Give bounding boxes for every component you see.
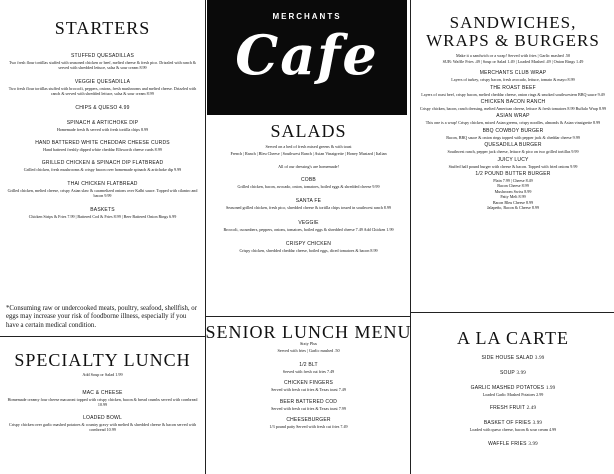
- item-description: Broccoli, cucumbers, peppers, onions, tomatoes, boiled eggs & shredded cheese 7.49 Add Chicken 1.99: [223, 226, 394, 232]
- food-safety-note: *Consuming raw or undercooked meats, poultry, seafood, shellfish, or eggs may increase your risk of foodborne illness, especially if you have a certain medical condition.: [6, 305, 197, 329]
- list-item: [211, 417, 406, 429]
- item-name: THAI CHICKEN FLATBREAD: [67, 180, 138, 187]
- dressings-note: All of our dressing's are homemade!: [278, 164, 339, 169]
- item-name: SIDE HOUSE SALAD: [481, 355, 534, 361]
- item-description: Loaded Garlic Mashed Potatoes 2.99: [482, 392, 544, 397]
- section-divider-salads: [205, 316, 410, 317]
- sandwiches-list: [412, 70, 614, 169]
- list-item: [418, 385, 608, 397]
- list-item: [6, 53, 199, 71]
- senior-subtitle: Sixty Plus: [299, 341, 318, 346]
- burger-option: Plain 7.99 | Cheese 8.49: [493, 178, 533, 184]
- item-description: Grilled chicken, bacon, avocado, onion, tomatoes, boiled eggs & shredded cheese 9.99: [237, 184, 380, 189]
- item-name: GRILLED CHICKEN & SPINACH DIP FLATBREAD: [41, 160, 164, 167]
- item-description: Stuffed half pound burger with cheese & bacon. Topped with fried onions 9.99: [448, 163, 578, 169]
- item-name: LOADED BOWL: [83, 414, 122, 421]
- list-item: [211, 380, 406, 392]
- list-item: [418, 355, 608, 362]
- item-name: CRISPY CHICKEN: [285, 241, 332, 248]
- item-name: WAFFLE FRIES: [488, 440, 527, 447]
- item-price: 3.99: [528, 441, 538, 447]
- item-description: Bacon, BBQ sauce & onion rings topped with pepper jack & cheddar cheese 9.99: [446, 134, 580, 140]
- specialty-subtitle: Add Soup or Salad 1.99: [82, 372, 123, 377]
- carte-title: A LA CARTE: [457, 328, 569, 348]
- list-item: [418, 70, 608, 82]
- section-divider-sandwiches: [410, 312, 614, 313]
- item-name: STUFFED QUESADILLAS: [71, 53, 134, 59]
- item-name: ASIAN WRAP: [496, 113, 530, 120]
- item-name: SOUP: [499, 370, 515, 376]
- burger-option: Jalapeño, Bacon & Cheese 8.99: [486, 205, 540, 211]
- item-name: VEGGIE: [298, 219, 319, 226]
- item-name: FRESH FRUIT: [489, 405, 525, 412]
- logo-cafe-text: Cafe: [235, 23, 379, 87]
- senior-sides: Served with fries | Garlic mashed .50: [277, 348, 340, 353]
- list-item: [6, 207, 199, 219]
- item-price: 3.99: [516, 371, 527, 376]
- item-price: 3.99: [532, 421, 543, 427]
- specialty-list: [0, 390, 205, 440]
- item-price: 2.49: [526, 406, 537, 412]
- item-name: SPINACH & ARTICHOKE DIP: [66, 119, 139, 126]
- list-item: [211, 399, 406, 411]
- item-description: Seasoned grilled chicken, fresh pico, shredded cheese & tortilla chips tossed in southwest ranch 8.99: [226, 205, 391, 211]
- item-description: Served with fresh cut fries 7.49: [282, 369, 335, 374]
- item-name: BBQ COWBOY BURGER: [482, 127, 544, 134]
- list-item: [418, 405, 608, 412]
- dressings-list: French | Ranch | Bleu Cheese | Southwest Ranch | Asian Vinaigrette | Honey Mustard | Italian: [230, 151, 387, 156]
- list-item: [418, 99, 608, 111]
- item-name: CHICKEN BACON RANCH: [480, 99, 546, 105]
- list-item: [6, 415, 199, 433]
- item-description: Two fresh flour tortillas stuffed with seasoned chicken or beef, melted cheese & fresh pico. Drizzled with ranch & served with shredded lettuce, salsa & sour cream 8.99: [9, 60, 196, 71]
- senior-list: [205, 362, 412, 436]
- item-name: QUESADILLA BURGER: [484, 142, 542, 149]
- burger-option: Bacon Cheese 8.99: [497, 183, 529, 189]
- salads-title: SALADS: [270, 121, 347, 141]
- list-item: [6, 390, 199, 408]
- item-name-line: [418, 441, 608, 448]
- sandwiches-section: [412, 0, 614, 447]
- item-name-line: [418, 385, 608, 392]
- item-description: Served with fresh cut fries & Texas toast 7.99: [271, 405, 346, 411]
- item-description: Homemade creamy four cheese macaroni topped with crispy chicken, bacon & bread crumbs served with cornbread 10.99: [7, 397, 198, 408]
- list-item: [6, 140, 199, 152]
- item-description: Layers of turkey, crispy bacon, fresh avocado, lettuce, tomato & mayo 8.99: [451, 77, 575, 83]
- item-description: Crispy chicken, bacon, ranch dressing, melted American cheese, lettuce & fresh tomatoes 8.99 Buffalo Wrap 8.99: [419, 106, 607, 111]
- cafe-logo: [207, 0, 407, 115]
- list-item: [418, 157, 608, 169]
- list-item: [418, 128, 608, 140]
- list-item: [6, 160, 199, 172]
- item-name-line: [418, 355, 608, 362]
- item-name: SANTA FE: [295, 198, 322, 205]
- list-item: [418, 441, 608, 448]
- list-item: [418, 85, 608, 97]
- item-description: Crispy chicken over garlic mashed potatoes & country gravy with melted & shredded cheese & bacon served with cornbread 10.99: [8, 421, 196, 433]
- item-name: COBB: [301, 177, 316, 183]
- list-item: [211, 177, 406, 189]
- item-name: CHEESEBURGER: [286, 417, 331, 424]
- carte-list: [412, 355, 614, 456]
- item-description: This one is a wrap! Crispy chicken, mixed Asian greens, crispy noodles, almonds & Asian vinaigrette 8.99: [425, 120, 601, 126]
- list-item: [6, 120, 199, 132]
- list-item: [418, 171, 608, 210]
- sandwiches-substitutions: SUB: Waffle Fries .49 | Soup or Salad 1.49 | Loaded Mashed .49 | Onion Rings 1.49: [442, 58, 584, 64]
- item-description: Loaded with queso cheese, bacon & sour cream 4.99: [469, 427, 557, 433]
- item-name: GARLIC MASHED POTATOES: [470, 385, 545, 391]
- item-price: 3.99: [534, 356, 545, 361]
- list-item: [418, 142, 608, 154]
- item-name: BASKETS: [90, 206, 115, 213]
- item-name-line: [418, 420, 608, 427]
- burger-option: Bacon Bleu Cheese 8.99: [492, 199, 534, 205]
- list-item: [6, 181, 199, 199]
- sandwiches-subtitle: Make it a sandwich or a wrap! Served with fries | Garlic mashed .50: [455, 53, 571, 58]
- list-item: [418, 370, 608, 377]
- logo-merchants-text: MERCHANTS: [272, 12, 342, 21]
- section-divider-starters: [0, 336, 205, 337]
- item-name-line: [418, 405, 608, 412]
- item-description: Crispy chicken, shredded cheddar cheese, boiled eggs, diced tomatoes & bacon 8.99: [239, 248, 378, 254]
- half-pound-burger-options: [418, 178, 608, 210]
- half-pound-burger-name: 1/2 POUND BUTTER BURGER: [475, 171, 551, 178]
- item-name-line: [418, 370, 608, 377]
- item-description: Two fresh flour tortillas stuffed with broccoli, peppers, onions, fresh mushrooms and melted cheese. Drizzled with ranch & served with shredded lettuce, salsa & sour cream 8.99: [8, 85, 197, 97]
- item-name: THE ROAST BEEF: [490, 84, 536, 91]
- salads-list: [205, 177, 412, 263]
- list-item: [418, 113, 608, 125]
- starters-section: [0, 0, 205, 433]
- item-name: HAND BATTERED WHITE CHEDDAR CHEESE CURDS: [35, 140, 170, 147]
- item-description: Hand battered freshly dipped white cheddar Ellsworth cheese curds 8.99: [43, 147, 162, 153]
- item-description: 1/3 pound patty Served with fresh cut fries 7.49: [269, 424, 348, 430]
- list-item: [211, 220, 406, 232]
- list-item: [211, 241, 406, 253]
- sandwiches-title-line2: WRAPS & BURGERS: [426, 31, 600, 50]
- item-description: Chicken Strips & Fries 7.99 | Battered Cod & Fries 8.99 | Beer Battered Onion Rings 6.99: [28, 213, 177, 219]
- item-name: MERCHANTS CLUB WRAP: [479, 70, 547, 77]
- list-item: [6, 105, 199, 112]
- senior-title: SENIOR LUNCH MENU: [205, 322, 412, 342]
- item-name: BEER BATTERED COD: [279, 398, 338, 405]
- item-name: VEGGIE QUESADILLA: [74, 78, 131, 85]
- item-description: Southwest ranch, pepper jack cheese, lettuce & pico on two grilled tortillas 9.99: [447, 149, 579, 155]
- salads-subtitle: Served on a bed of fresh mixed greens & with toast: [265, 144, 352, 149]
- list-item: [418, 420, 608, 432]
- specialty-title: SPECIALTY LUNCH: [14, 350, 191, 370]
- item-name: MAC & CHEESE: [82, 390, 123, 396]
- item-description: Grilled chicken, melted cheese, crispy Asian slaw & caramelized onions over Kalbi sauce. Topped with cilantro and bacon 9.99: [7, 187, 198, 199]
- item-name: CHIPS & QUESO 4.99: [75, 104, 130, 111]
- burger-option: Patty Melt 8.99: [500, 194, 526, 200]
- list-item: [211, 198, 406, 210]
- item-description: Served with fresh cut fries & Texas toast 7.49: [271, 387, 346, 393]
- list-item: [211, 362, 406, 374]
- item-description: Layers of roast beef, crispy bacon, melted cheddar cheese, onion rings & smoked southwestern BBQ sauce 9.49: [421, 91, 605, 97]
- starters-list: [0, 53, 205, 219]
- item-name: BASKET OF FRIES: [483, 420, 531, 427]
- burger-option: Mushroom Swiss 8.99: [494, 188, 532, 194]
- item-price: 1.99: [545, 386, 556, 391]
- list-item: [6, 79, 199, 97]
- sandwiches-title-line1: SANDWICHES,: [449, 13, 577, 32]
- item-name: 1/2 BLT: [299, 362, 318, 368]
- starters-title: STARTERS: [54, 18, 151, 38]
- item-name: CHICKEN FINGERS: [283, 380, 334, 387]
- item-description: Homemade fresh & served with fresh tortilla chips 8.99: [56, 126, 149, 132]
- item-description: Grilled chicken, fresh mushrooms & crispy bacon over homemade spinach & artichoke dip 9.99: [23, 167, 182, 173]
- item-name: JUICY LUCY: [497, 156, 529, 163]
